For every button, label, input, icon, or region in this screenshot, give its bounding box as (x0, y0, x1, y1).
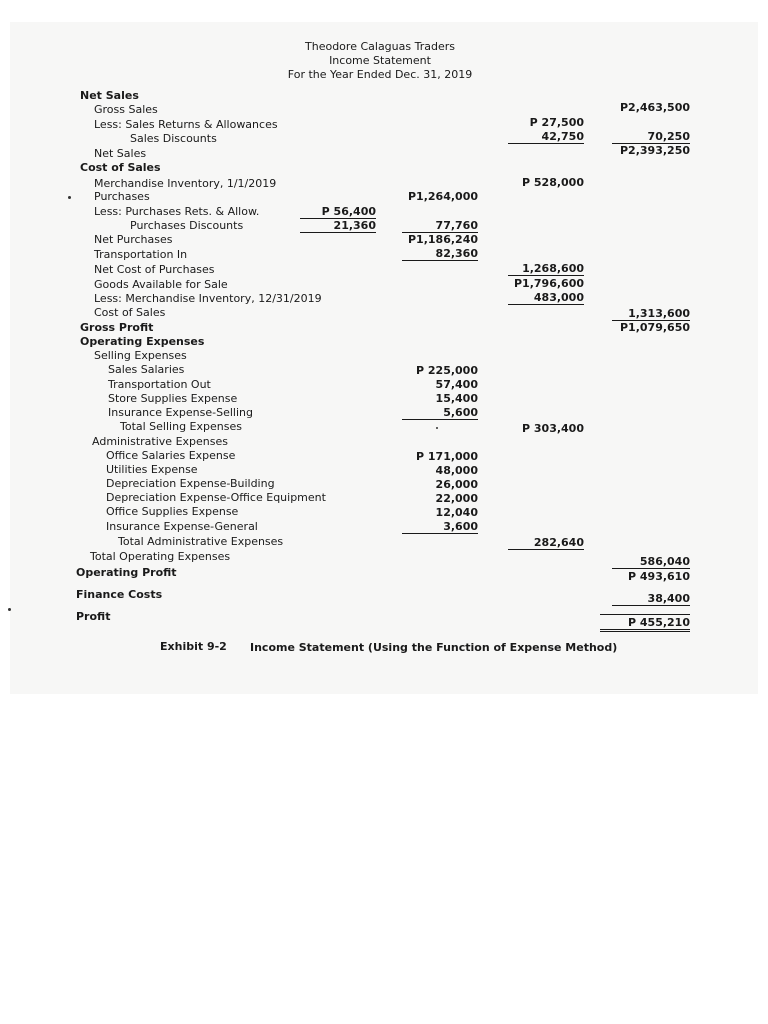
store-supplies-label: Store Supplies Expense (108, 392, 238, 405)
purchases-amount: P1,264,000 (408, 190, 478, 203)
sales-salaries-amount: P 225,000 (416, 364, 478, 377)
gross-profit-label: Gross Profit (80, 321, 154, 334)
statement-title: Income Statement (329, 54, 431, 67)
net-cost-purchases-amount: 1,268,600 (508, 262, 584, 276)
merch-end-label: Less: Merchandise Inventory, 12/31/2019 (94, 292, 322, 305)
scan-speck (8, 608, 11, 611)
insurance-selling-amount: 5,600 (402, 406, 478, 420)
dep-office-equipment-amount: 22,000 (435, 492, 478, 505)
statement-period: For the Year Ended Dec. 31, 2019 (287, 68, 473, 81)
operating-expenses-heading: Operating Expenses (80, 335, 205, 348)
net-sales-amount: P2,393,250 (620, 144, 690, 157)
office-salaries-label: Office Salaries Expense (106, 449, 236, 462)
sales-returns-label: Less: Sales Returns & Allowances (94, 118, 278, 131)
exhibit-number: Exhibit 9-2 (160, 640, 227, 653)
net-purchases-label: Net Purchases (94, 233, 173, 246)
total-operating-label: Total Operating Expenses (90, 550, 231, 563)
purchases-label: Purchases (94, 190, 150, 203)
office-salaries-amount: P 171,000 (416, 450, 478, 463)
scan-speck (68, 196, 71, 199)
office-supplies-amount: 12,040 (435, 506, 478, 519)
admin-expenses-heading: Administrative Expenses (92, 435, 228, 448)
total-admin-amount: 282,640 (508, 536, 584, 550)
sales-discounts-amount: 42,750 (508, 130, 584, 144)
transportation-out-label: Transportation Out (108, 378, 211, 391)
merch-begin-label: Merchandise Inventory, 1/1/2019 (94, 177, 277, 190)
net-cost-purchases-label: Net Cost of Purchases (94, 263, 215, 276)
transportation-in-label: Transportation In (94, 248, 188, 261)
dep-building-label: Depreciation Expense-Building (106, 477, 275, 490)
purch-rets-amount: P 56,400 (300, 205, 376, 219)
utilities-label: Utilities Expense (106, 463, 198, 476)
scan-speck (436, 427, 438, 429)
company-name: Theodore Calaguas Traders (305, 40, 455, 53)
finance-costs-amount: 38,400 (612, 592, 690, 606)
total-selling-label: Total Selling Expenses (120, 420, 242, 433)
gross-profit-amount: P1,079,650 (620, 321, 690, 334)
operating-profit-amount: P 493,610 (628, 570, 690, 583)
purch-discounts-amount: 21,360 (300, 219, 376, 233)
cost-of-sales-amount: 1,313,600 (612, 307, 690, 321)
net-sales-heading: Net Sales (80, 89, 139, 102)
insurance-general-label: Insurance Expense-General (106, 520, 258, 533)
selling-expenses-heading: Selling Expenses (94, 349, 187, 362)
profit-amount: P 455,210 (600, 614, 690, 632)
sales-discounts-label: Sales Discounts (130, 132, 217, 145)
dep-building-amount: 26,000 (435, 478, 478, 491)
net-sales-label: Net Sales (94, 147, 147, 160)
goods-available-amount: P1,796,600 (514, 277, 584, 290)
insurance-selling-label: Insurance Expense-Selling (108, 406, 253, 419)
total-selling-amount: P 303,400 (522, 422, 584, 435)
office-supplies-label: Office Supplies Expense (106, 505, 239, 518)
transportation-in-amount: 82,360 (402, 247, 478, 261)
total-admin-label: Total Administrative Expenses (118, 535, 284, 548)
purch-deductions-amount: 77,760 (402, 219, 478, 233)
purchases-discounts-label: Purchases Discounts (130, 219, 244, 232)
cost-of-sales-heading: Cost of Sales (80, 161, 161, 174)
utilities-amount: 48,000 (435, 464, 478, 477)
total-operating-amount: 586,040 (612, 555, 690, 569)
sales-salaries-label: Sales Salaries (108, 363, 185, 376)
purchases-returns-label: Less: Purchases Rets. & Allow. (94, 205, 260, 218)
profit-label: Profit (76, 610, 111, 623)
sales-returns-amount: P 27,500 (529, 116, 584, 129)
cost-of-sales-label: Cost of Sales (94, 306, 166, 319)
gross-sales-label: Gross Sales (94, 103, 158, 116)
gross-sales-amount: P2,463,500 (620, 101, 690, 114)
merch-begin-amount: P 528,000 (522, 176, 584, 189)
finance-costs-label: Finance Costs (76, 588, 163, 601)
merch-end-amount: 483,000 (508, 291, 584, 305)
goods-available-label: Goods Available for Sale (94, 278, 228, 291)
net-purchases-amount: P1,186,240 (408, 233, 478, 246)
exhibit-caption: Income Statement (Using the Function of Expense Method) (250, 641, 618, 654)
insurance-general-amount: 3,600 (402, 520, 478, 534)
sales-deductions-amount: 70,250 (612, 130, 690, 144)
operating-profit-label: Operating Profit (76, 566, 177, 579)
store-supplies-amount: 15,400 (435, 392, 478, 405)
transportation-out-amount: 57,400 (435, 378, 478, 391)
dep-office-equipment-label: Depreciation Expense-Office Equipment (106, 491, 326, 504)
